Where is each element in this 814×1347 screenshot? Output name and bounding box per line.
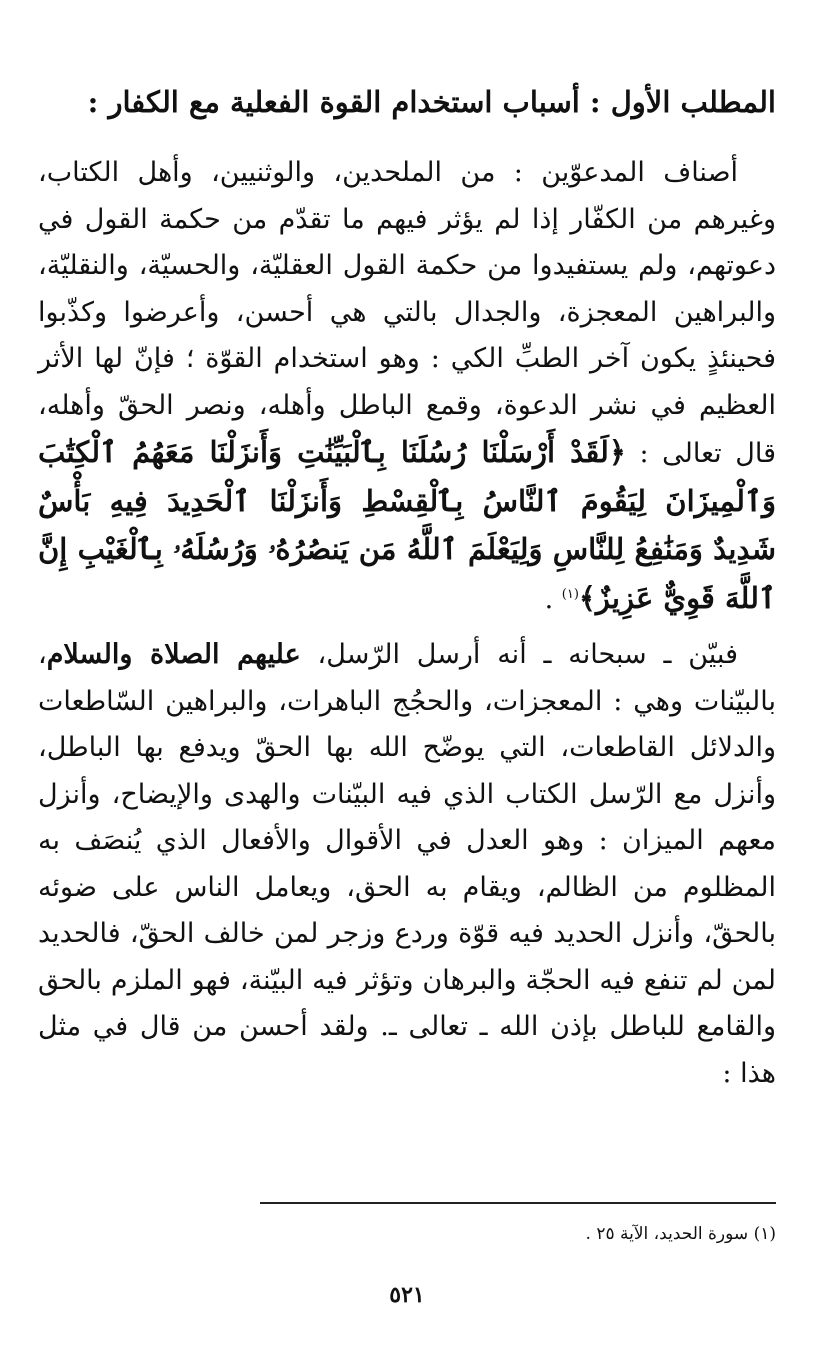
paragraph-2 (38, 632, 776, 1097)
footnote: (١) سورة الحديد، الآية ٢٥ . (585, 1224, 776, 1244)
paragraph-1-text: أصناف المدعوّين : من الملحدين، والوثنيين، وأهل الكتاب، وغيرهم من الكفّار إذا لم يؤثر فيهم ما تقدّم من حكمة القول في دعوتهم، ولم يستفيدوا من حكمة القول العقليّة، والحسيّة، والنقليّة، والبراهين المعجزة، والجدال بالتي هي أحسن، وأعرضوا وكذّبوا فحينئذٍ يكون آخر الطبِّ الكي : وهو استخدام القوّة ؛ فإنّ لها الأثر العظيم في نشر الدعوة، وقمع الباطل وأهله، ونصر الحقّ وأهله، قال تعالى : (38, 157, 776, 469)
page-number: ٥٢١ (389, 1282, 425, 1308)
footnote-divider (260, 1202, 776, 1204)
paragraph-2-text-rest: ، بالبيّنات وهي : المعجزات، والحجُج الباهرات، والبراهين السّاطعات والدلائل القاطعات، التي يوضّح الله بها الحقّ ويدفع بها الباطل، وأنزل مع الرّسل الكتاب الذي فيه البيّنات والهدى والإيضاح، وأنزل معهم الميزان : وهو العدل في الأقوال والأفعال الذي يُنصَف به المظلوم من الظالم، ويقام به الحق، ويعامل الناس على ضوئه بالحقّ، وأنزل الحديد فيه قوّة وردع وزجر لمن خالف الحقّ، فالحديد لمن لم تنفع فيه الحجّة والبرهان وتؤثر فيه البيّنة، فهو الملزم بالحق والقامع للباطل بإذن الله ـ تعالى ـ. ولقد أحسن من قال في مثل هذا : (38, 639, 776, 1089)
paragraph-2-text-start: فبيّن ـ سبحانه ـ أنه أرسل الرّسل، (300, 639, 738, 670)
footnote-reference: (١) (561, 586, 579, 602)
section-heading: المطلب الأول : أسباب استخدام القوة الفعلية مع الكفار : (87, 85, 776, 119)
paragraph-1 (38, 150, 776, 623)
quran-verse: ﴿لَقَدْ أَرْسَلْنَا رُسُلَنَا بِٱلْبَيِّنَٰتِ وَأَنزَلْنَا مَعَهُمُ ٱلْكِتَٰبَ وَٱلْمِيزَانَ لِيَقُومَ ٱلنَّاسُ بِٱلْقِسْطِ وَأَنزَلْنَا ٱلْحَدِيدَ فِيهِ بَأْسٌ شَدِيدٌ وَمَنَٰفِعُ لِلنَّاسِ وَلِيَعْلَمَ ٱللَّهُ مَن يَنصُرُهُۥ وَرُسُلَهُۥ بِٱلْغَيْبِ إِنَّ ٱللَّهَ قَوِيٌّ عَزِيزٌ﴾ (38, 435, 776, 615)
paragraph-1-end: . (544, 583, 562, 615)
salutation-phrase: عليهم الصلاة والسلام (46, 639, 301, 670)
